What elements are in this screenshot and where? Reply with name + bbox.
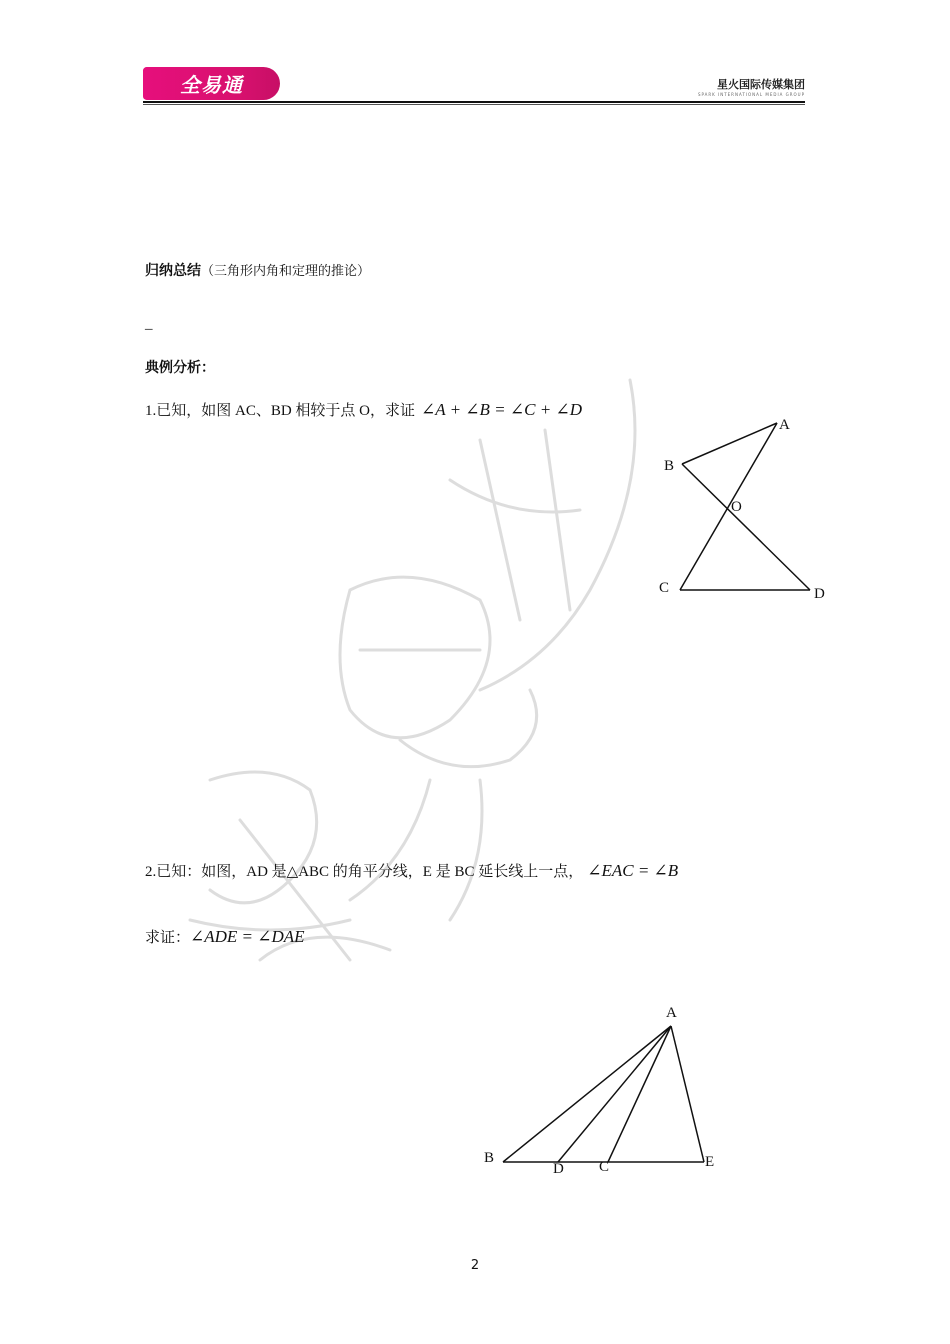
question-2-condition: ∠EAC = ∠B [587, 861, 679, 880]
summary-blank: _ [145, 316, 153, 332]
segment-bd [682, 464, 810, 590]
question-1-formula: ∠A + ∠B = ∠C + ∠D [421, 400, 582, 419]
segment-ca [608, 1026, 671, 1162]
point-b-label: B [664, 458, 675, 474]
publisher-block [698, 76, 805, 97]
watermark-logo [150, 360, 710, 980]
point-c-label: C [599, 1159, 610, 1175]
summary-line [145, 261, 370, 281]
point-d-label: D [553, 1161, 564, 1177]
point-a-label: A [779, 417, 790, 433]
header-divider [143, 101, 805, 103]
page-number: 2 [470, 1258, 480, 1273]
point-d-label: D [814, 586, 825, 602]
brand-logo [143, 67, 280, 100]
point-o-label: O [731, 499, 742, 515]
segment-ac [680, 423, 777, 590]
question-2-prove-formula: ∠ADE = ∠DAE [190, 927, 305, 946]
question-2-prove [145, 927, 305, 948]
publisher-name: 星火国际传媒集团 [717, 78, 805, 91]
figure-2-triangle [476, 998, 736, 1183]
segment-ba [682, 423, 777, 464]
publisher-subtitle: SPARK INTERNATIONAL MEDIA GROUP [697, 92, 805, 97]
summary-heading: 归纳总结 [145, 263, 201, 279]
question-2 [145, 861, 678, 882]
summary-subtitle: （三角形内角和定理的推论） [201, 263, 371, 278]
question-1 [145, 400, 582, 421]
figure-1-bowtie [650, 408, 840, 608]
point-b-label: B [484, 1150, 495, 1166]
header-divider-thin [143, 104, 805, 105]
segment-ae [671, 1026, 704, 1162]
question-1-text: 1.已知，如图 AC、BD 相较于点 O，求证 [145, 403, 416, 419]
logo-text: 全易通 [180, 73, 243, 97]
examples-heading: 典例分析： [145, 360, 215, 376]
question-2-text: 2.已知：如图，AD 是△ABC 的角平分线，E 是 BC 延长线上一点， [145, 864, 584, 880]
point-a-label: A [666, 1005, 677, 1021]
segment-ba [503, 1026, 671, 1162]
point-e-label: E [705, 1154, 715, 1170]
segment-da [558, 1026, 671, 1162]
question-2-prove-label: 求证： [145, 930, 191, 946]
point-c-label: C [659, 580, 670, 596]
